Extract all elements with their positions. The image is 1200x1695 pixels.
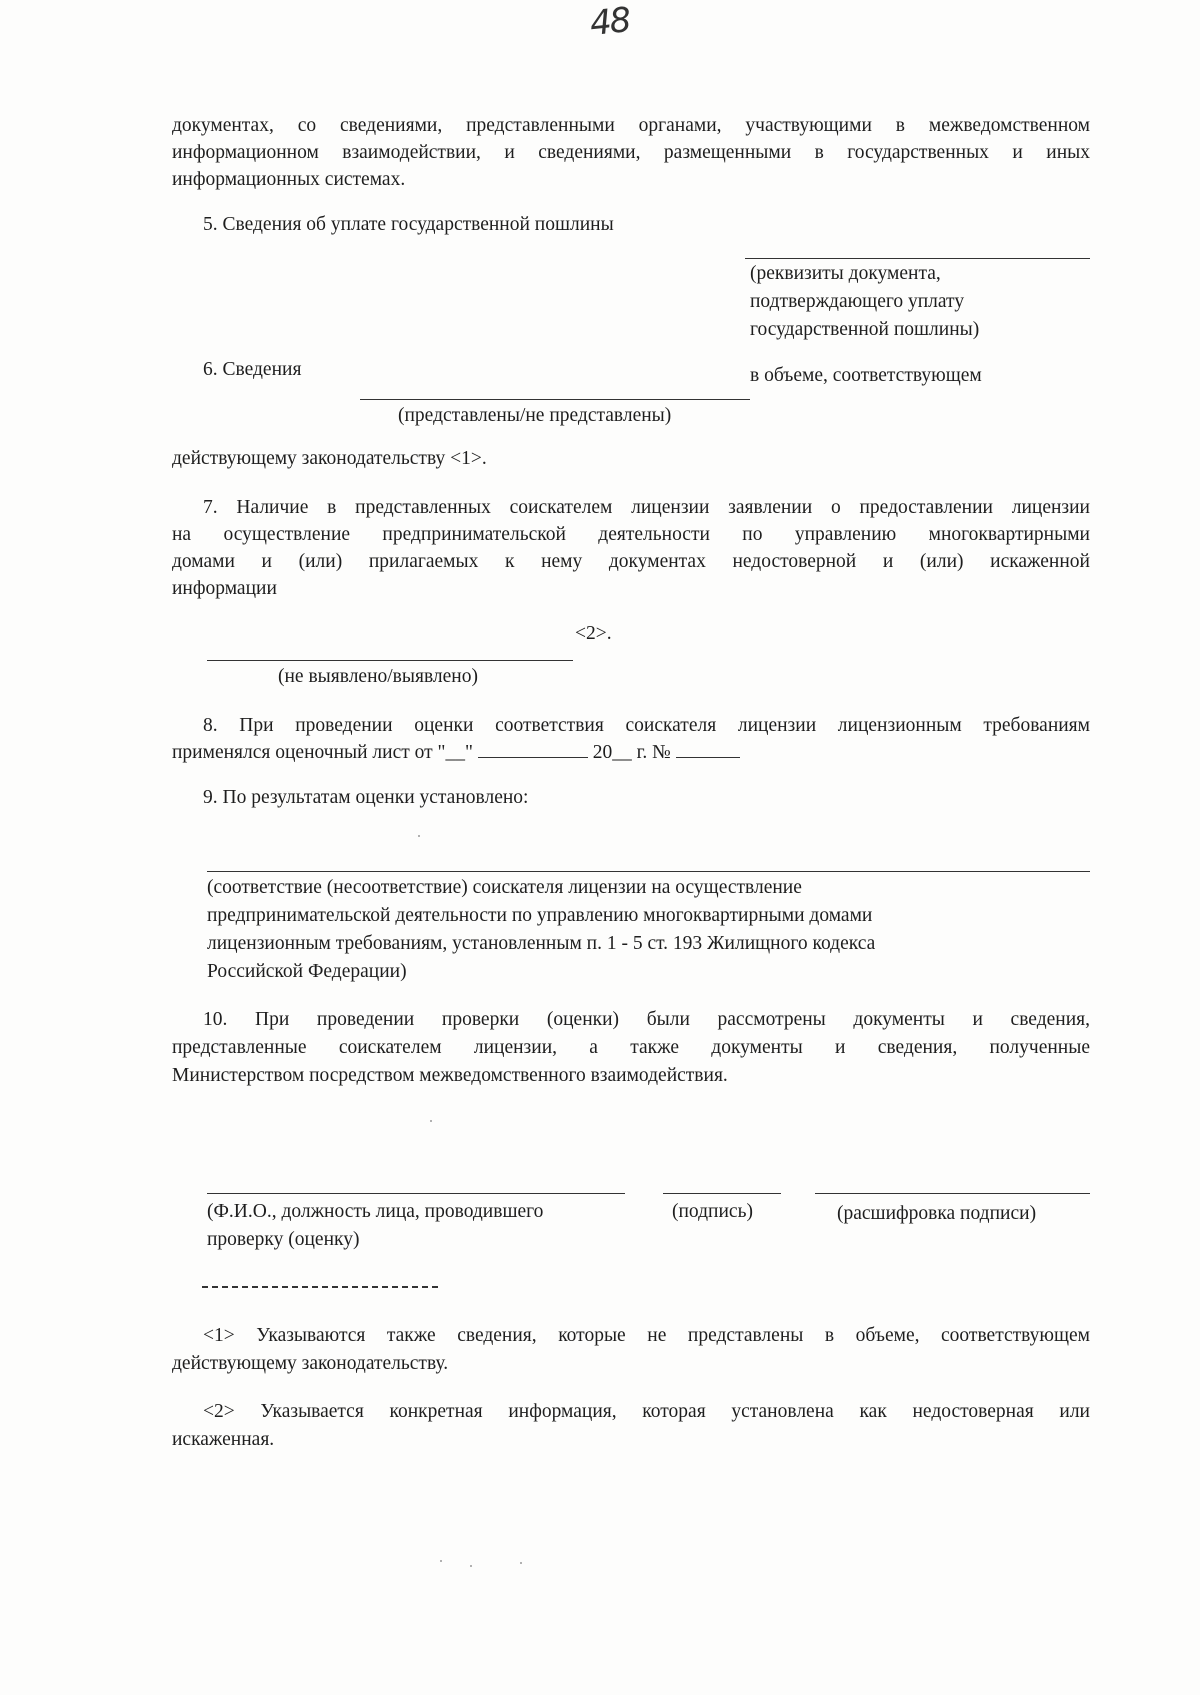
item9-caption-line-2: предпринимательской деятельности по управлению многоквартирными домами <box>207 905 873 926</box>
scan-speck <box>430 1120 432 1122</box>
signature-transcript-caption: (расшифровка подписи) <box>837 1203 1037 1224</box>
handwritten-page-number: 48 <box>588 0 632 45</box>
item8-number-blank <box>676 739 740 758</box>
signature-sign-line <box>663 1193 781 1194</box>
footnote-2-line-2: искаженная. <box>172 1429 275 1450</box>
item5-text: 5. Сведения об уплате государственной пошлины <box>203 214 614 235</box>
item9-text: 9. По результатам оценки установлено: <box>203 787 529 808</box>
item10-line-2: представленные соискателем лицензии, а также документы и сведения, полученные <box>172 1037 1090 1058</box>
item10-line-3: Министерством посредством межведомственного взаимодействия. <box>172 1065 728 1086</box>
signature-person-line <box>207 1193 625 1194</box>
item7-fill-line <box>207 660 573 661</box>
scan-speck <box>520 1562 522 1564</box>
footnote-1-line-2: действующему законодательству. <box>172 1353 449 1374</box>
footnote-1-line-1: <1> Указываются также сведения, которые не представлены в объеме, соответствующем <box>203 1325 1090 1346</box>
intro-line-2: информационном взаимодействии, и сведениями, размещенными в государственных и иных <box>172 142 1090 163</box>
intro-line-1: документах, со сведениями, представленными органами, участвующими в межведомственном <box>172 115 1090 136</box>
scan-speck <box>470 1565 472 1567</box>
item6-continuation: действующему законодательству <1>. <box>172 448 487 469</box>
item9-caption-line-4: Российской Федерации) <box>207 961 407 982</box>
item8-line-1: 8. При проведении оценки соответствия соискателя лицензии лицензионным требованиям <box>203 715 1090 736</box>
item9-fill-line <box>207 871 1090 872</box>
item7-line-4: информации <box>172 578 277 599</box>
scan-speck <box>440 1560 442 1562</box>
item7-line-3: домами и (или) прилагаемых к нему документах недостоверной и (или) искаженной <box>172 551 1090 572</box>
signature-person-caption-1: (Ф.И.О., должность лица, проводившего <box>207 1201 544 1222</box>
item5-caption-line-1: (реквизиты документа, <box>750 263 941 284</box>
signature-person-caption-2: проверку (оценку) <box>207 1229 360 1250</box>
item8-year-label: 20__ г. № <box>592 742 671 763</box>
intro-line-3: информационных системах. <box>172 169 406 190</box>
item6-caption: (представлены/не представлены) <box>398 405 672 426</box>
item6-suffix: в объеме, соответствующем <box>750 365 982 386</box>
item8-date-label: применялся оценочный лист от "__" <box>172 742 473 763</box>
item9-caption-line-1: (соответствие (несоответствие) соискателя лицензии на осуществление <box>207 877 802 898</box>
item5-fill-line <box>745 258 1090 259</box>
item5-caption-line-2: подтверждающего уплату <box>750 291 965 312</box>
signature-sign-caption: (подпись) <box>672 1201 753 1222</box>
scan-speck <box>418 835 420 837</box>
item7-footnote-ref: <2>. <box>575 623 612 644</box>
item8-month-blank <box>478 739 588 758</box>
item5-caption-line-3: государственной пошлины) <box>750 319 980 340</box>
item6-fill-line <box>360 399 750 400</box>
footnote-2-line-1: <2> Указывается конкретная информация, которая установлена как недостоверная или <box>203 1401 1090 1422</box>
signature-transcript-line <box>815 1193 1090 1194</box>
item10-line-1: 10. При проведении проверки (оценки) были рассмотрены документы и сведения, <box>203 1009 1090 1030</box>
item8-line-2 <box>172 739 740 766</box>
item6-label: 6. Сведения <box>203 359 302 380</box>
item7-caption: (не выявлено/выявлено) <box>278 666 478 687</box>
footnote-separator <box>202 1286 438 1288</box>
item9-caption-line-3: лицензионным требованиям, установленным п. 1 - 5 ст. 193 Жилищного кодекса <box>207 933 876 954</box>
item7-line-1: 7. Наличие в представленных соискателем лицензии заявлении о предоставлении лицензии <box>203 497 1090 518</box>
item7-line-2: на осуществление предпринимательской деятельности по управлению многоквартирными <box>172 524 1090 545</box>
